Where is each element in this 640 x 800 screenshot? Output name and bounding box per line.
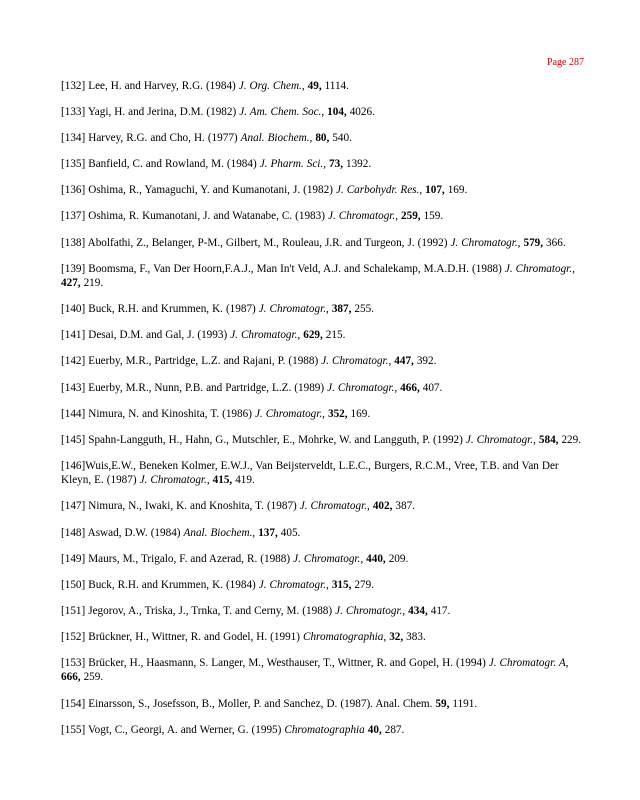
volume-number: 447,: [394, 355, 414, 368]
journal-title: J. Chromatogr. A,: [488, 656, 569, 669]
reference-item: [61, 656, 585, 685]
volume-number: 352,: [327, 407, 348, 420]
reference-item: [61, 459, 585, 488]
volume-number: 415,: [212, 474, 233, 487]
reference-text: 407.: [419, 381, 443, 394]
volume-number: 666,: [61, 671, 81, 684]
reference-number: [149]: [61, 552, 86, 565]
volume-number: 80,: [315, 132, 330, 145]
journal-title: Chromatographia: [284, 723, 365, 736]
reference-text: 392.: [413, 355, 437, 368]
reference-number: [147]: [61, 500, 86, 513]
reference-number: [146]: [61, 459, 86, 472]
journal-title: J. Chromatogr.,: [450, 236, 521, 249]
reference-text: 215.: [322, 329, 346, 342]
journal-title: J. Chromatogr.,: [327, 381, 398, 394]
reference-text: Spahn-Langguth, H., Hahn, G., Mutschler, E., Mohrke, W. and Langguth, P. (1992): [88, 433, 466, 446]
journal-title: J. Chromatogr.,: [230, 329, 301, 342]
reference-number: [152]: [61, 630, 86, 643]
journal-title: J. Chromatogr.,: [335, 604, 406, 617]
volume-number: 107,: [425, 184, 445, 197]
reference-text: 383.: [403, 630, 426, 643]
journal-title: Chromatographia,: [302, 630, 387, 643]
reference-number: [135]: [61, 158, 86, 171]
reference-number: [142]: [61, 355, 86, 368]
volume-number: 434,: [408, 604, 428, 617]
reference-text: Vogt, C., Georgi, A. and Werner, G. (1995): [88, 723, 285, 736]
reference-text: Lee, H. and Harvey, R.G. (1984): [88, 80, 239, 92]
reference-number: [150]: [61, 578, 86, 591]
reference-text: Euerby, M.R., Partridge, L.Z. and Rajani, P. (1988): [88, 355, 322, 368]
reference-item: [61, 630, 585, 645]
reference-text: 1114.: [321, 80, 349, 92]
volume-number: 49,: [307, 80, 322, 92]
reference-text: Oshima, R., Yamaguchi, Y. and Kumanotani, J. (1982): [88, 184, 336, 197]
journal-title: J. Chromatogr.,: [321, 355, 392, 368]
reference-text: Jegorov, A., Triska, J., Trnka, T. and Cerny, M. (1988): [88, 604, 336, 617]
reference-text: 259.: [80, 671, 104, 684]
journal-title: J. Chromatogr.,: [299, 500, 370, 513]
reference-text: 540.: [329, 132, 352, 145]
reference-list: [61, 79, 585, 749]
reference-number: [148]: [61, 526, 86, 539]
reference-number: [132]: [61, 80, 86, 92]
reference-text: Einarsson, S., Josefsson, B., Moller, P. and Sanchez, D. (1987). Anal. Chem.: [88, 697, 436, 710]
reference-text: 219.: [80, 277, 104, 290]
volume-number: 73,: [329, 158, 343, 171]
reference-text: Wuis,E.W., Beneken Kolmer, E.W.J., Van Beijsterveldt, L.E.C., Burgers, R.C.M., Vree, T.B. and Van Der Kleyn, E. (1987): [61, 459, 559, 487]
journal-title: J. Chromatogr.,: [258, 303, 329, 316]
reference-item: [61, 499, 585, 514]
volume-number: 387,: [331, 303, 352, 316]
reference-text: Buck, R.H. and Krummen, K. (1987): [88, 303, 259, 316]
reference-text: Maurs, M., Trigalo, F. and Azerad, R. (1988): [88, 552, 294, 565]
volume-number: 259,: [401, 210, 421, 223]
reference-number: [134]: [61, 132, 86, 145]
reference-item: [61, 105, 585, 120]
reference-item: [61, 302, 585, 317]
reference-number: [138]: [61, 236, 86, 249]
reference-number: [151]: [61, 604, 86, 617]
volume-number: 579,: [523, 236, 544, 249]
reference-item: [61, 236, 585, 251]
reference-item: [61, 131, 585, 146]
reference-text: Boomsma, F., Van Der Hoorn,F.A.J., Man In't Veld, A.J. and Schalekamp, M.A.D.H. (1988): [88, 262, 505, 275]
journal-title: Anal. Biochem.,: [183, 526, 256, 539]
reference-text: Oshima, R. Kumanotani, J. and Watanabe, C. (1983): [88, 210, 328, 223]
reference-text: Desai, D.M. and Gal, J. (1993): [88, 329, 231, 342]
journal-title: J. Chromatogr.,: [293, 552, 364, 565]
journal-title: J. Chromatogr.,: [258, 578, 329, 591]
reference-item: [61, 526, 585, 541]
volume-number: 104,: [327, 106, 347, 119]
journal-title: J. Chromatogr.,: [465, 433, 536, 446]
reference-item: [61, 328, 585, 343]
reference-text: 405.: [277, 526, 301, 539]
reference-number: [144]: [61, 407, 86, 420]
reference-text: 169.: [444, 184, 468, 197]
volume-number: 629,: [303, 329, 323, 342]
reference-number: [154]: [61, 697, 86, 710]
volume-number: 427,: [61, 277, 81, 290]
volume-number: 402,: [372, 500, 393, 513]
reference-number: [137]: [61, 210, 86, 223]
reference-item: [61, 604, 585, 619]
journal-title: Anal. Biochem.,: [240, 132, 313, 145]
reference-item: [61, 697, 585, 712]
reference-item: [61, 578, 585, 593]
reference-text: Euerby, M.R., Nunn, P.B. and Partridge, L.Z. (1989): [88, 381, 328, 394]
reference-item: [61, 157, 585, 172]
volume-number: 40,: [367, 723, 382, 736]
reference-text: 387.: [392, 500, 415, 513]
reference-number: [141]: [61, 329, 86, 342]
reference-item: [61, 723, 585, 738]
reference-item: [61, 354, 585, 369]
reference-text: Buck, R.H. and Krummen, K. (1984): [88, 578, 259, 591]
reference-text: 159.: [420, 210, 444, 223]
journal-title: J. Chromatogr.,: [504, 262, 575, 275]
reference-text: Yagi, H. and Jerina, D.M. (1982): [87, 106, 240, 119]
reference-number: [133]: [61, 106, 86, 119]
reference-text: 419.: [232, 474, 255, 487]
journal-title: J. Org. Chem.,: [238, 80, 305, 92]
reference-text: Nimura, N., Iwaki, K. and Knoshita, T. (1987): [88, 500, 300, 513]
reference-text: 279.: [351, 578, 374, 591]
journal-title: J. Am. Chem. Soc.,: [239, 106, 325, 119]
reference-item: [61, 552, 585, 567]
journal-title: J. Chromatogr.,: [327, 210, 399, 223]
reference-number: [140]: [61, 303, 86, 316]
reference-item: [61, 407, 585, 422]
reference-text: 1191.: [449, 697, 478, 710]
reference-number: [155]: [61, 723, 86, 736]
reference-text: 229.: [558, 433, 582, 446]
reference-text: Harvey, R.G. and Cho, H. (1977): [88, 132, 241, 145]
reference-number: [139]: [61, 262, 86, 275]
journal-title: J. Chromatogr.,: [254, 407, 325, 420]
reference-text: Brücker, H., Haasmann, S. Langer, M., Westhauser, T., Wittner, R. and Gopel, H. (1994): [88, 656, 489, 669]
reference-text: 417.: [427, 604, 451, 617]
volume-number: 466,: [400, 381, 420, 394]
reference-text: Nimura, N. and Kinoshita, T. (1986): [88, 407, 255, 420]
reference-text: 209.: [385, 552, 409, 565]
volume-number: 32,: [389, 630, 404, 643]
journal-title: J. Pharm. Sci.,: [259, 158, 326, 171]
reference-item: [61, 381, 585, 396]
reference-item: [61, 209, 585, 224]
reference-text: 255.: [351, 303, 374, 316]
reference-text: 1392.: [342, 158, 372, 171]
volume-number: 315,: [331, 578, 352, 591]
reference-number: [136]: [61, 184, 86, 197]
volume-number: 584,: [538, 433, 559, 446]
volume-number: 440,: [366, 552, 386, 565]
journal-title: J. Chromatogr.,: [139, 474, 210, 487]
reference-number: [153]: [61, 656, 86, 669]
volume-number: 59,: [435, 697, 450, 710]
reference-text: Abolfathi, Z., Belanger, P-M., Gilbert, M., Rouleau, J.R. and Turgeon, J. (1992): [87, 236, 451, 249]
page-number: Page 287: [547, 57, 584, 68]
reference-item: [61, 79, 585, 94]
reference-item: [61, 262, 585, 291]
reference-number: [143]: [61, 381, 86, 394]
reference-text: Aswad, D.W. (1984): [87, 526, 184, 539]
reference-text: Brückner, H., Wittner, R. and Godel, H. (1991): [88, 630, 303, 643]
reference-text: 287.: [381, 723, 405, 736]
journal-title: J. Carbohydr. Res.,: [335, 184, 423, 197]
reference-item: [61, 433, 585, 448]
reference-text: 366.: [543, 236, 566, 249]
reference-text: 169.: [347, 407, 371, 420]
reference-text: Banfield, C. and Rowland, M. (1984): [88, 158, 260, 171]
reference-text: 4026.: [346, 106, 375, 119]
volume-number: 137,: [258, 526, 278, 539]
reference-number: [145]: [61, 433, 86, 446]
reference-item: [61, 183, 585, 198]
